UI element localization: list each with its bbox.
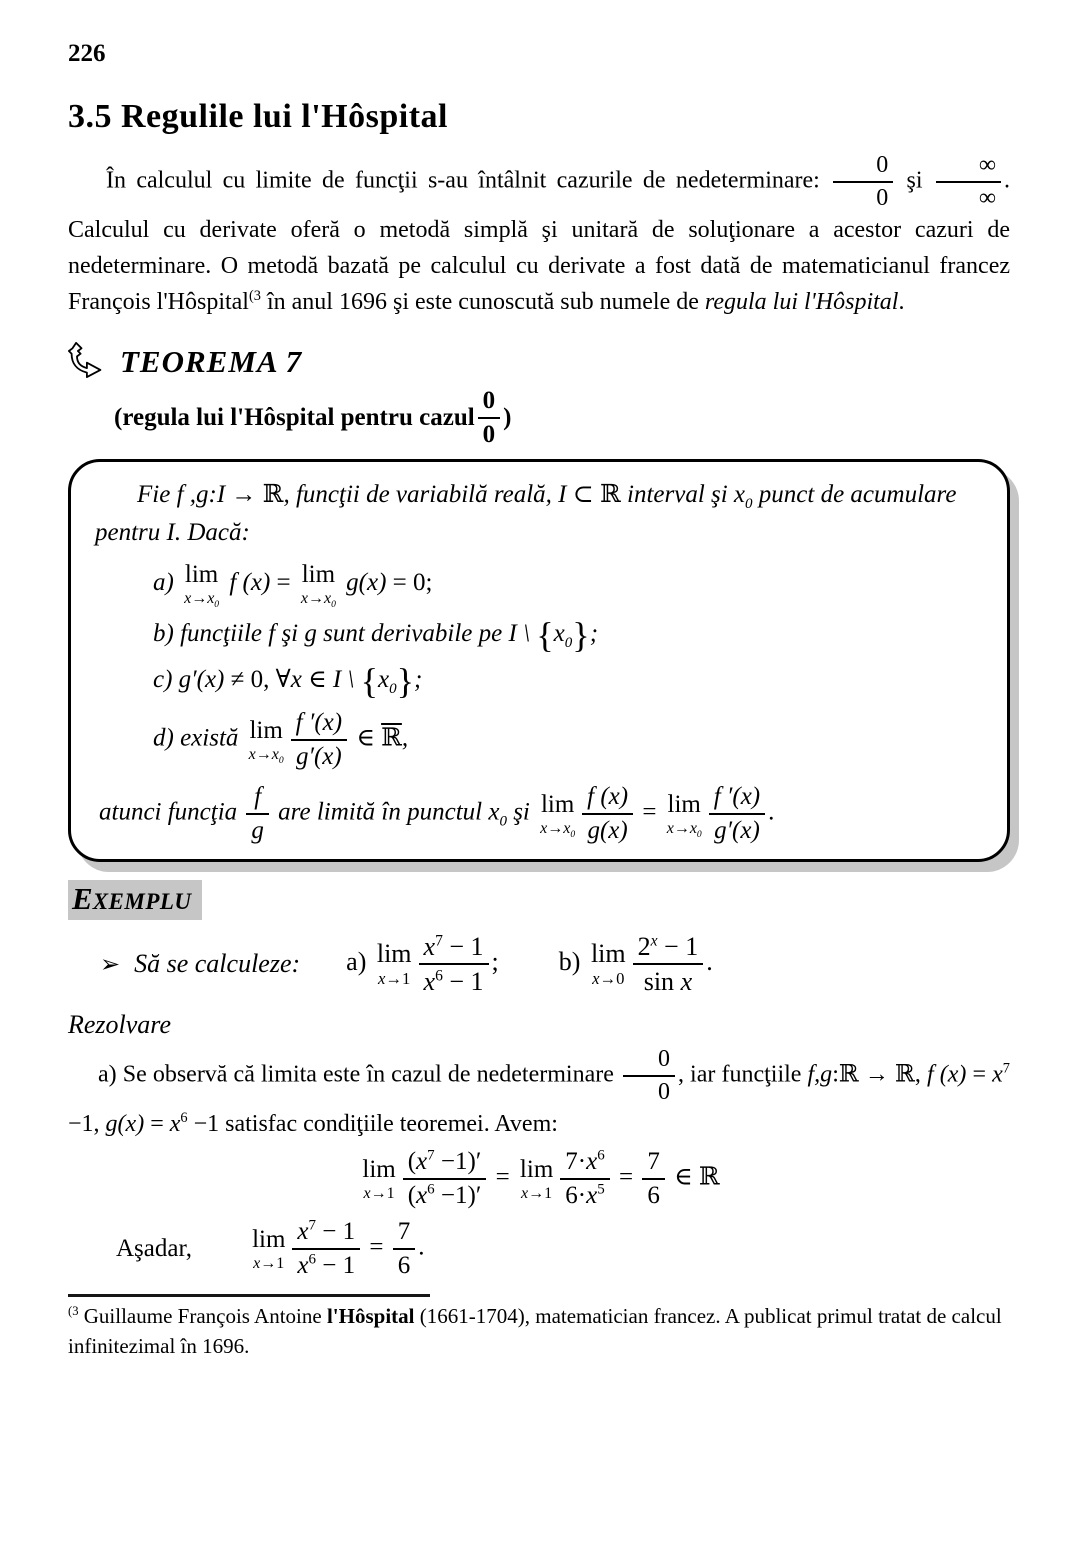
theorem-title: TEOREMA 7 <box>120 344 303 380</box>
curved-arrow-icon <box>68 342 104 383</box>
display-equation: lim x→1 $\frac{(x^7 -1)'}{(x^6 -1)'}$ = lim x→1 $\frac{7\cdot x^6}{6\cdot x^5}$ = $\frac{7}{6}$ ∈ ℝ <box>362 1147 720 1210</box>
theorem-subtitle-text: (regula lui l'Hôspital pentru cazul <box>114 403 475 431</box>
fraction-zero-zero: $\frac{0}{0}$ <box>830 167 896 193</box>
theorem-subtitle <box>114 387 1010 449</box>
example-label <box>68 880 202 920</box>
footnote <box>68 1294 1010 1361</box>
footnote-rule <box>68 1294 430 1297</box>
example-prompt-text: Să se calculeze: <box>134 949 301 979</box>
footnote-text-1: Guillaume François Antoine <box>78 1304 327 1329</box>
theorem-hypothesis: Fie f ,g:I → ℝ, funcţii de variabilă reală, I ⊂ ℝ interval şi $x_0$ punct de acumulare pentru I. Dacă: <box>95 480 957 546</box>
intro-text-2: şi <box>896 167 933 194</box>
solution-paragraph: a) Se observă că limita este în cazul de nedeterminare $\frac{0}{0}$ , iar funcţiile f,g:ℝ → ℝ, f $(x) = x^7 -1$, $g(x) = x^6 -1$ satisfac condiţiile teoremei. Avem: <box>68 1046 1010 1138</box>
footnote-mark: (3 <box>68 1304 79 1319</box>
example-prompt <box>100 932 1010 996</box>
intro-text-3: . <box>1004 167 1010 194</box>
intro-text-1: În calculul cu limite de funcţii s-au întâlnit cazurile de nedeterminare: <box>106 167 831 194</box>
intro-text-5: în anul 1696 şi este cunoscută sub numele de <box>260 288 705 315</box>
theorem-condition-b: b) funcţiile f şi g sunt derivabile pe I \ $\{x_0\}$; <box>153 614 599 655</box>
theorem-condition-d: d) există lim $x\to x_0$ $\frac{f '(x)}{g'(x)}$ ∈ ℝ, <box>153 709 409 771</box>
conclusion-equation: lim x→1 $\frac{x^7 - 1}{x^6 - 1}$ = $\frac{7}{6}$ . <box>252 1217 425 1280</box>
page-number: 226 <box>68 40 106 67</box>
conclusion-line <box>116 1218 1010 1280</box>
theorem-conclusion: atunci funcţia $\frac{f}{g}$ are limită în punctul $x_0$ şi lim $x\to x_0$ $\frac{f (x)}{g(x)}$ = lim $x\to x_0$ $\frac{f '(x)}{g'(x)}$ . <box>99 783 775 845</box>
conclusion-label: Aşadar, <box>116 1235 193 1263</box>
fraction-inf-inf: $\frac{\infty}{\infty}$ <box>933 167 1004 193</box>
example-label-initial: E <box>72 881 93 917</box>
theorem-condition-a: a) lim $x\to x_0$ f (x) = lim $x\to x_0$ g(x) = 0; <box>153 560 433 610</box>
theorem-box <box>68 459 1010 863</box>
theorem-condition-c: c) g′(x) ≠ 0, ∀x ∈ I \ $\{x_0\}$; <box>153 661 423 701</box>
footnote-reference: (3 <box>248 287 261 304</box>
arrowhead-bullet-icon: ➢ <box>100 951 121 978</box>
intro-italic-phrase: regula lui l'Hôspital <box>704 288 899 315</box>
section-heading: 3.5 Regulile lui l'Hôspital <box>68 98 448 135</box>
footnote-name: l'Hôspital <box>326 1304 415 1329</box>
example-limit-b: b) lim x→0 $\frac{2^x - 1}{\text{sin x}}$ . <box>558 932 713 997</box>
example-limit-a: a) lim x→1 $\frac{x^7 - 1}{x^6 - 1}$ ; <box>346 932 499 997</box>
theorem-header <box>68 342 1010 383</box>
solution-heading: Rezolvare <box>68 1010 171 1040</box>
intro-text-7: . <box>898 288 905 315</box>
fraction-zero-zero: $\frac{0}{0}$ <box>475 387 504 449</box>
intro-paragraph <box>68 152 1010 320</box>
theorem-subtitle-close: ) <box>503 403 512 431</box>
example-label-rest: XEMPLU <box>92 889 192 915</box>
footnote-text-2: (1661-1704), matematician francez. A publicat primul tratat de calcul infinitezimal în 1696. <box>68 1304 1002 1359</box>
intro-text-4: Calculul cu derivate oferă o metodă simplă şi unitară de soluţionare a acestor cazuri de nedeterminare. O metodă bazată pe calculul cu derivate a fost dată de matematicianul francez François l'Hôspital <box>68 216 1010 315</box>
